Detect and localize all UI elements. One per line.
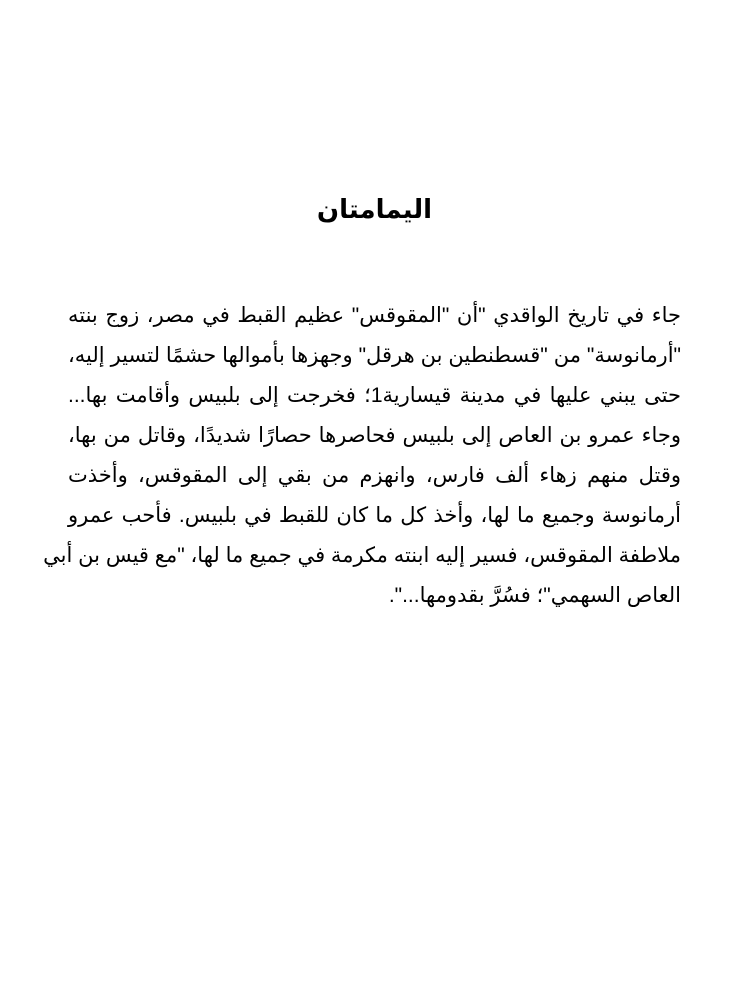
paragraph-line: العاص السهمي"؛ فسُرَّ بقدومها...".: [388, 584, 681, 607]
paragraph-line: وقتل منهم زهاء ألف فارس، وانهزم من بقي إلى المقوقس، وأخذت: [68, 464, 681, 487]
paragraph-line: ملاطفة المقوقس، فسير إليه ابنته مكرمة في جميع ما لها، "مع قيس بن أبي: [43, 544, 681, 567]
paragraph-line: حتى يبني عليها في مدينة قيسارية1؛ فخرجت إلى بلبيس وأقامت بها...: [68, 384, 681, 407]
body-paragraph: [43, 296, 681, 616]
chapter-title: اليمامتان: [316, 194, 433, 224]
paragraph-line: "أرمانوسة" من "قسطنطين بن هرقل" وجهزها بأموالها حشمًا لتسير إليه،: [68, 344, 681, 367]
paragraph-line: أرمانوسة وجميع ما لها، وأخذ كل ما كان للقبط في بلبيس. فأحب عمرو: [68, 504, 681, 527]
paragraph-line: جاء في تاريخ الواقدي "أن "المقوقس" عظيم القبط في مصر، زوج بنته: [68, 304, 681, 327]
paragraph-line: وجاء عمرو بن العاص إلى بلبيس فحاصرها حصارًا شديدًا، وقاتل من بها،: [68, 424, 681, 447]
